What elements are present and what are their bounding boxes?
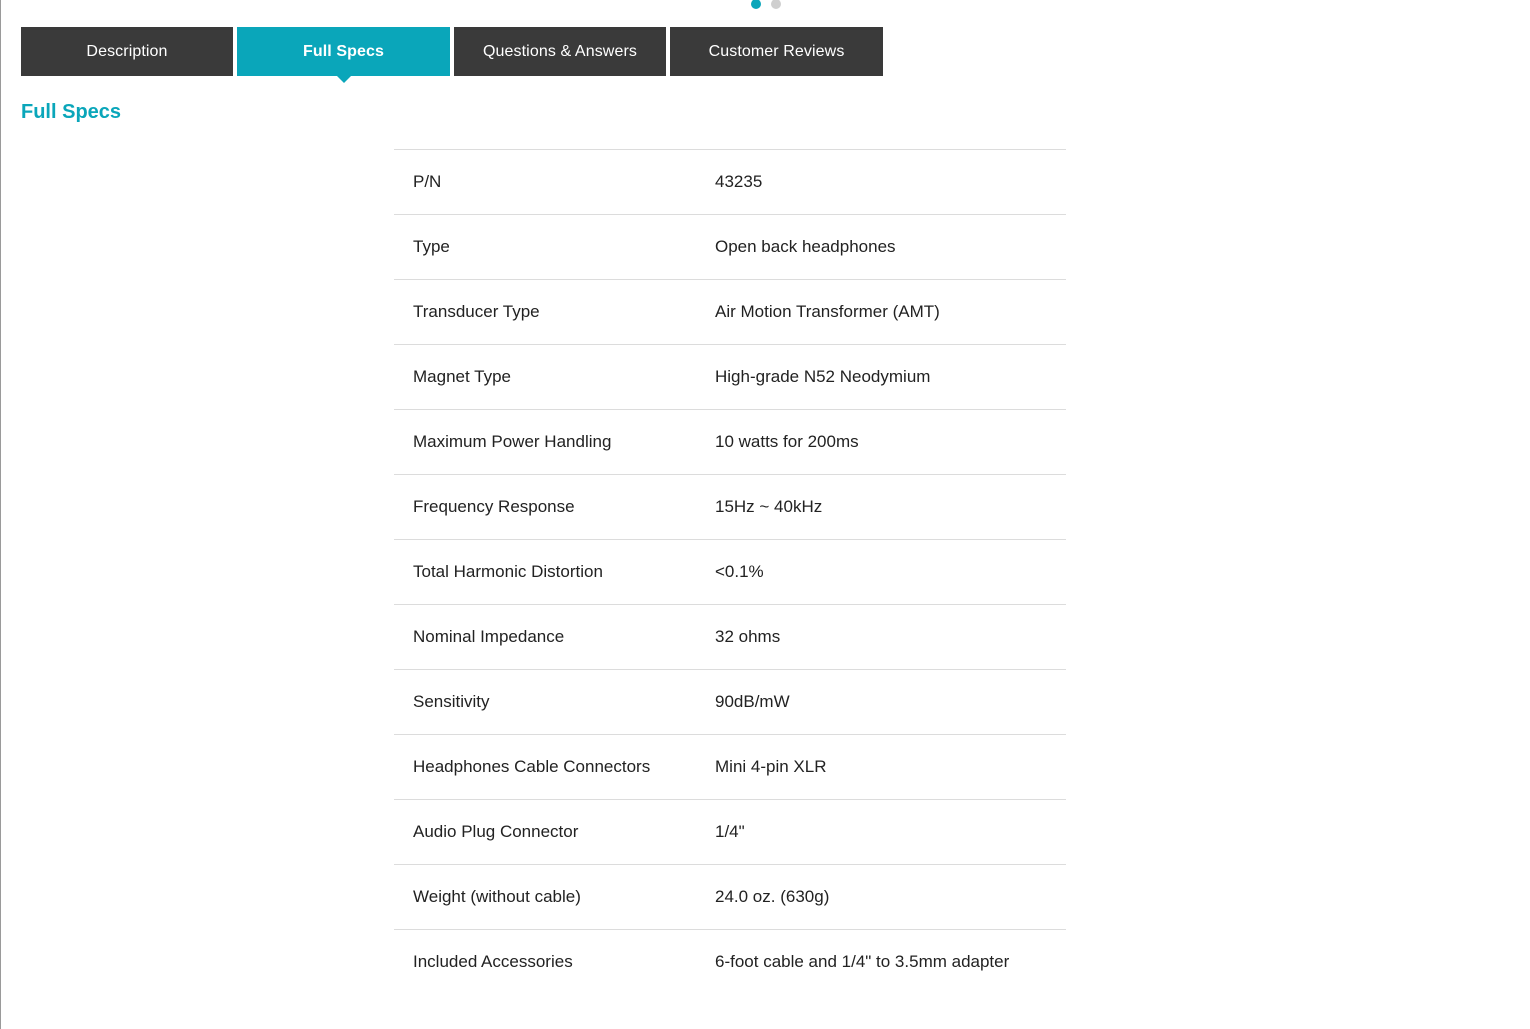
- table-row: [394, 605, 1066, 670]
- spec-value: 24.0 oz. (630g): [715, 887, 830, 906]
- table-row: [394, 410, 1066, 475]
- table-row: [394, 345, 1066, 410]
- table-row: [394, 280, 1066, 345]
- spec-value: 6-foot cable and 1/4" to 3.5mm adapter: [715, 952, 1010, 972]
- spec-value: 43235: [715, 172, 763, 191]
- product-tabs: [21, 27, 883, 76]
- tab-full-specs[interactable]: Full Specs: [237, 27, 450, 76]
- spec-label: Sensitivity: [413, 692, 490, 711]
- table-row: [394, 540, 1066, 605]
- carousel-dot-1[interactable]: [751, 0, 761, 9]
- spec-label: Magnet Type: [413, 367, 511, 386]
- table-row: [394, 800, 1066, 865]
- table-row: [394, 865, 1066, 930]
- spec-value: Air Motion Transformer (AMT): [715, 302, 940, 321]
- table-row: [394, 150, 1066, 215]
- spec-value: 90dB/mW: [715, 692, 790, 711]
- spec-value: 32 ohms: [715, 627, 781, 646]
- spec-label: Total Harmonic Distortion: [413, 562, 603, 581]
- spec-value: 15Hz ~ 40kHz: [715, 497, 823, 516]
- carousel-dots: [751, 0, 781, 9]
- spec-label: Type: [413, 237, 450, 256]
- section-title: Full Specs: [21, 101, 122, 123]
- spec-label: Transducer Type: [413, 302, 540, 321]
- spec-value: High-grade N52 Neodymium: [715, 367, 931, 386]
- table-row: [394, 475, 1066, 540]
- spec-label: Frequency Response: [413, 497, 575, 516]
- spec-value: Open back headphones: [715, 237, 896, 256]
- spec-label: P/N: [413, 172, 442, 191]
- table-row: [394, 670, 1066, 735]
- tab-description[interactable]: Description: [21, 27, 233, 76]
- specs-table: [394, 149, 1066, 995]
- tab-questions-answers[interactable]: Questions & Answers: [454, 27, 666, 76]
- spec-label: Included Accessories: [413, 952, 573, 972]
- carousel-dot-2[interactable]: [771, 0, 781, 9]
- table-row: [394, 930, 1066, 995]
- spec-value: Mini 4-pin XLR: [715, 757, 827, 776]
- table-row: [394, 215, 1066, 280]
- table-row: [394, 735, 1066, 800]
- spec-label: Maximum Power Handling: [413, 432, 612, 451]
- spec-label: Nominal Impedance: [413, 627, 565, 646]
- spec-value: <0.1%: [715, 562, 764, 581]
- tab-customer-reviews[interactable]: Customer Reviews: [670, 27, 883, 76]
- spec-value: 1/4": [715, 822, 745, 841]
- spec-value: 10 watts for 200ms: [715, 432, 859, 451]
- spec-label: Audio Plug Connector: [413, 822, 579, 841]
- spec-label: Headphones Cable Connectors: [413, 757, 651, 776]
- spec-label: Weight (without cable): [413, 887, 581, 906]
